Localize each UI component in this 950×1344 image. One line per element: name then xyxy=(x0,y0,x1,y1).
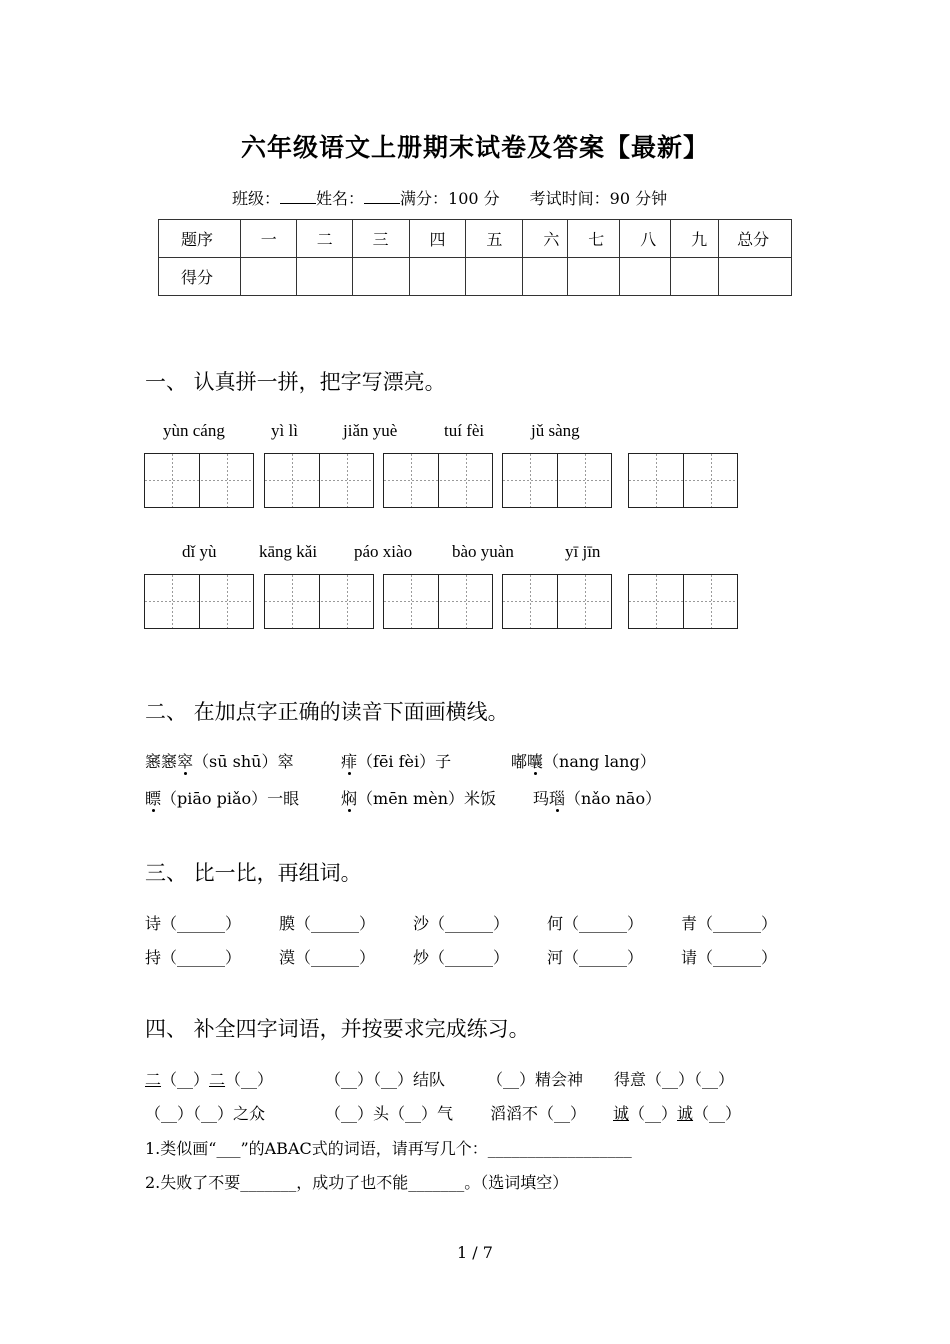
pronunciation-item xyxy=(145,749,293,772)
score-cell[interactable] xyxy=(466,258,523,296)
score-table-header-row xyxy=(159,220,792,258)
word-part: 嘟 xyxy=(511,752,528,771)
score-cell[interactable] xyxy=(296,258,352,296)
word-group-item[interactable]: 青（______） xyxy=(681,914,778,933)
exam-time: 考试时间：90 分钟 xyxy=(529,189,668,208)
score-cell[interactable] xyxy=(523,258,568,296)
writing-grid[interactable] xyxy=(264,574,374,629)
underlined-char: 二 xyxy=(209,1070,226,1089)
writing-grid[interactable] xyxy=(144,574,254,629)
word-group-item[interactable]: 何（______） xyxy=(547,914,644,933)
idiom-blank[interactable]: （__） xyxy=(161,1070,210,1089)
pronunciation-item xyxy=(341,749,451,772)
reading-options[interactable]: （fēi fèi）子 xyxy=(357,752,452,771)
reading-options[interactable]: （sū shū）窣 xyxy=(193,752,294,771)
reading-options[interactable]: （nang lang） xyxy=(543,752,656,771)
section1-heading: 一、 认真拼一拼，把字写漂亮。 xyxy=(145,370,446,394)
pinyin-2: yì lì xyxy=(271,421,298,440)
score-cell[interactable] xyxy=(240,258,296,296)
word-part: 玛 xyxy=(533,789,550,808)
dotted-char: 焖 xyxy=(341,789,358,808)
score-col-3: 三 xyxy=(352,220,409,258)
word-group-item[interactable]: 河（______） xyxy=(547,948,644,967)
word-group-item[interactable]: 持（______） xyxy=(145,948,242,967)
idiom-item[interactable]: （__）（__）之众 xyxy=(145,1104,266,1123)
pinyin-8: páo xiào xyxy=(354,542,413,561)
idiom-blank[interactable]: （__） xyxy=(225,1070,274,1089)
score-table-row-header: 题序 xyxy=(159,220,241,258)
pinyin-3: jiǎn yuè xyxy=(343,421,398,440)
idiom-item[interactable]: （__）头（__）气 xyxy=(325,1104,454,1123)
score-table-score-row xyxy=(159,258,792,296)
reading-options[interactable]: （nǎo nāo） xyxy=(565,789,662,808)
dotted-char: 痱 xyxy=(341,752,358,771)
word-part: 窸窸 xyxy=(145,752,178,771)
underlined-char: 二 xyxy=(145,1070,162,1089)
page-number: 1 / 7 xyxy=(457,1243,493,1262)
score-col-4: 四 xyxy=(409,220,466,258)
idiom-item[interactable] xyxy=(145,1067,273,1090)
pronunciation-item xyxy=(511,749,656,772)
score-col-8: 八 xyxy=(620,220,671,258)
idiom-item[interactable] xyxy=(613,1101,741,1124)
score-col-6: 六 xyxy=(523,220,568,258)
class-blank[interactable] xyxy=(280,189,316,204)
score-col-7: 七 xyxy=(568,220,620,258)
reading-options[interactable]: （mēn mèn）米饭 xyxy=(357,789,496,808)
page-title: 六年级语文上册期末试卷及答案【最新】 xyxy=(240,133,709,162)
reading-options[interactable]: （piāo piǎo）一眼 xyxy=(161,789,300,808)
score-label: 得分 xyxy=(159,258,241,296)
idiom-item[interactable]: （__）（__）结队 xyxy=(325,1070,446,1089)
pinyin-5: jǔ sàng xyxy=(531,421,580,440)
writing-grid[interactable] xyxy=(144,453,254,508)
pinyin-7: kāng kǎi xyxy=(259,542,318,561)
score-cell[interactable] xyxy=(620,258,671,296)
pronunciation-item xyxy=(145,786,299,809)
score-cell[interactable] xyxy=(409,258,466,296)
idiom-item[interactable]: 滔滔不（__） xyxy=(490,1104,587,1123)
section4-heading: 四、 补全四字词语，并按要求完成练习。 xyxy=(145,1017,530,1041)
writing-grid[interactable] xyxy=(383,574,493,629)
score-col-2: 二 xyxy=(296,220,352,258)
dotted-char: 瑙 xyxy=(549,789,566,808)
word-group-item[interactable]: 请（______） xyxy=(681,948,778,967)
pinyin-6: dǐ yù xyxy=(182,542,217,561)
class-label: 班级： xyxy=(232,189,281,208)
word-group-item[interactable]: 沙（______） xyxy=(413,914,510,933)
idiom-item[interactable]: （__）精会神 xyxy=(487,1070,584,1089)
pronunciation-item xyxy=(533,786,661,809)
pinyin-4: tuí fèi xyxy=(444,421,485,440)
dotted-char: 窣 xyxy=(177,752,194,771)
score-col-1: 一 xyxy=(240,220,296,258)
score-table xyxy=(158,219,792,296)
section2-heading: 二、 在加点字正确的读音下面画横线。 xyxy=(145,700,509,724)
question-1[interactable]: 1.类似画“___”的ABAC式的词语，请再写几个：__________________ xyxy=(145,1139,632,1158)
score-cell[interactable] xyxy=(671,258,719,296)
section3-heading: 三、 比一比，再组词。 xyxy=(145,861,362,885)
word-group-item[interactable]: 膜（______） xyxy=(279,914,376,933)
score-cell[interactable] xyxy=(568,258,620,296)
score-col-5: 五 xyxy=(466,220,523,258)
writing-grid[interactable] xyxy=(628,574,738,629)
full-score: 满分：100 分 xyxy=(400,189,500,208)
idiom-item[interactable]: 得意（__）（__） xyxy=(614,1070,735,1089)
score-cell[interactable] xyxy=(719,258,792,296)
pinyin-9: bào yuàn xyxy=(452,542,514,561)
idiom-blank[interactable]: （__） xyxy=(693,1104,742,1123)
name-label: 姓名： xyxy=(316,189,365,208)
pronunciation-item xyxy=(341,786,496,809)
writing-grid[interactable] xyxy=(383,453,493,508)
writing-grid[interactable] xyxy=(264,453,374,508)
writing-grid[interactable] xyxy=(502,574,612,629)
writing-grid[interactable] xyxy=(628,453,738,508)
word-group-item[interactable]: 炒（______） xyxy=(413,948,510,967)
question-2[interactable]: 2.失败了不要_______，成功了也不能_______。（选词填空） xyxy=(145,1173,569,1192)
pinyin-10: yī jīn xyxy=(565,542,601,561)
word-group-item[interactable]: 诗（______） xyxy=(145,914,242,933)
underlined-char: 诚 xyxy=(677,1104,694,1123)
dotted-char: 囔 xyxy=(527,752,544,771)
name-blank[interactable] xyxy=(364,189,400,204)
score-col-total: 总分 xyxy=(719,220,792,258)
word-group-item[interactable]: 漠（______） xyxy=(279,948,376,967)
idiom-blank[interactable]: （__） xyxy=(629,1104,678,1123)
underlined-char: 诚 xyxy=(613,1104,630,1123)
score-col-9: 九 xyxy=(671,220,719,258)
score-cell[interactable] xyxy=(352,258,409,296)
pinyin-1: yùn cáng xyxy=(163,421,225,440)
exam-info xyxy=(232,186,667,209)
writing-grid[interactable] xyxy=(502,453,612,508)
dotted-char: 瞟 xyxy=(145,789,162,808)
